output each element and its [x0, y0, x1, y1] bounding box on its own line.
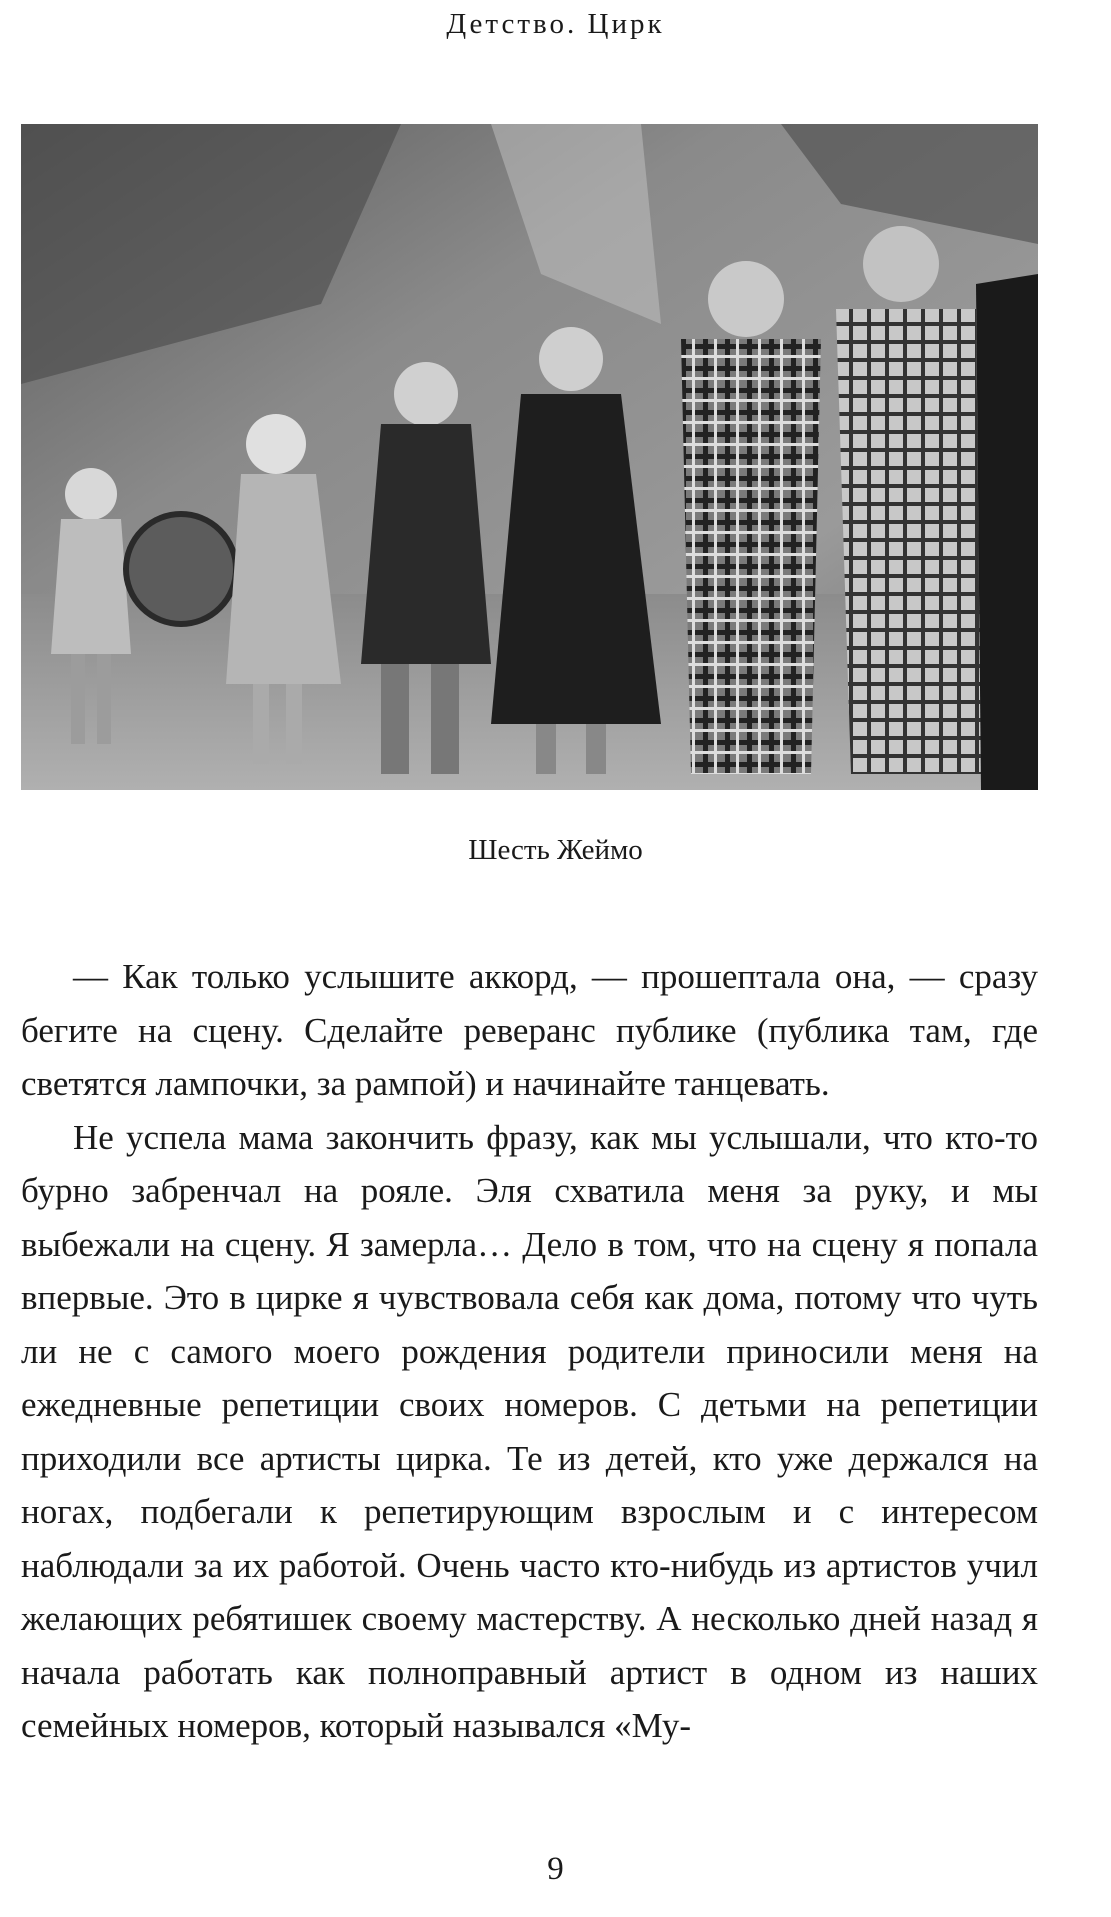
running-title: Детство. Цирк [446, 8, 665, 40]
photograph [21, 124, 1038, 790]
body-text [21, 950, 1038, 1753]
family-photo-image [21, 124, 1038, 790]
photo-caption: Шесть Жеймо [468, 834, 643, 866]
paragraph: Не успела мама закончить фразу, как мы услышали, что кто-то бурно забренчал на рояле. Эля схватила меня за руку, и мы выбежали на сцену. Я замерла… Дело в том, что на сцену я попала впервые. Это в цирке я чувствовала себя как дома, потому что чуть ли не с самого моего рождения родители приносили меня на ежедневные репетиции своих номеров. С детьми на репетиции приходили все артисты цирка. Те из детей, кто уже держался на ногах, подбегали к репетирующим взрослым и с интересом наблюдали за их работой. Очень часто кто-нибудь из артистов учил желающих ребятишек своему мастерству. А несколько дней назад я начала работать как полноправный артист в одном из наших семейных номеров, который назывался «Му- [21, 1117, 1038, 1745]
paragraph: — Как только услышите аккорд, — прошептала она, — сразу бегите на сцену. Сделайте реверанс публике (публика там, где светятся лампочки, за рампой) и начинайте танцевать. [21, 957, 1038, 1103]
page-number: 9 [547, 1851, 564, 1887]
